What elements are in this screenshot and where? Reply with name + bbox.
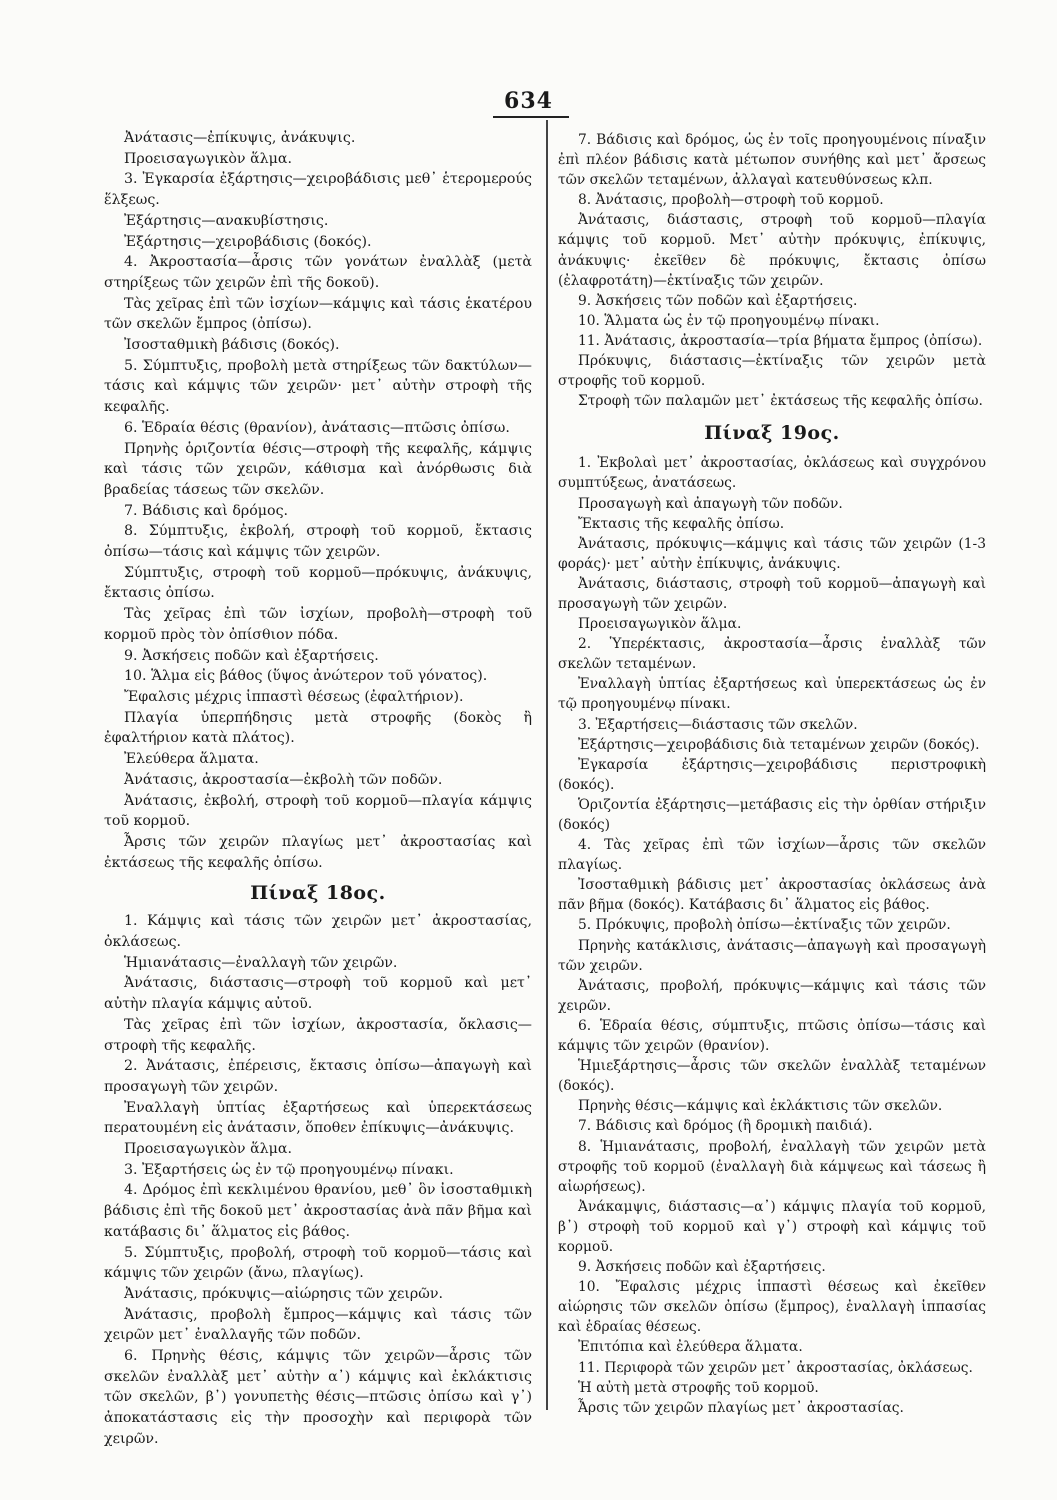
paragraph: Ἐλεύθερα ἅλματα. [124, 751, 259, 768]
paragraph: Ἀνάτασις—ἐπίκυψις, ἀνάκυψις. [124, 130, 356, 146]
paragraph: Ἐναλλαγὴ ὑπτίας ἐξαρτήσεως καὶ ὑπερεκτάσεως περατουμένη εἰς ἀνάτασιν, ὅποθεν ἐπίκυψις—ἀνάκυψις. [104, 1099, 532, 1137]
paragraph: Πρηνὴς θέσις—κάμψις καὶ ἐκλάκτισις τῶν σκελῶν. [578, 1098, 943, 1115]
paragraph: Ἀνάκαμψις, διάστασις—α᾿) κάμψις πλαγία τοῦ κορμοῦ, β᾿) στροφὴ τοῦ κορμοῦ καὶ γ᾿) στροφὴ καὶ κάμψις τοῦ κορμοῦ. [558, 1198, 986, 1255]
paragraph: Ἔκτασις τῆς κεφαλῆς ὀπίσω. [578, 515, 785, 532]
paragraph: Τὰς χεῖρας ἐπὶ τῶν ἰσχίων, ἀκροστασία, ὄκλασις—στροφὴ τῆς κεφαλῆς. [104, 1016, 532, 1054]
paragraph: Προεισαγωγικὸν ἅλμα. [578, 616, 742, 633]
paragraph: 8. Ἀνάτασις, προβολὴ—στροφὴ τοῦ κορμοῦ. [578, 192, 884, 209]
paragraph: 8. Σύμπτυξις, ἐκβολή, στροφὴ τοῦ κορμοῦ, ἔκτασις ὀπίσω—τάσις καὶ κάμψις τῶν χειρῶν. [104, 523, 532, 561]
table-19-paragraphs [558, 453, 986, 1418]
paragraph: Ἀνάτασις, προβολὴ ἔμπρος—κάμψις καὶ τάσις τῶν χειρῶν μετ᾿ ἐναλλαγῆς τῶν ποδῶν. [104, 1306, 532, 1344]
paragraph: 9. Ἀσκήσεις ποδῶν καὶ ἐξαρτήσεις. [124, 647, 379, 664]
paragraph: 11. Περιφορὰ τῶν χειρῶν μετ᾿ ἀκροστασίας, ὀκλάσεως. [578, 1359, 973, 1376]
paragraph: Ἀνάτασις, ἀκροστασία—ἐκβολὴ τῶν ποδῶν. [124, 771, 443, 788]
paragraph: Πρηνὴς κατάκλισις, ἀνάτασις—ἀπαγωγὴ καὶ προσαγωγὴ τῶν χειρῶν. [558, 937, 986, 974]
paragraph: Προεισαγωγικὸν ἅλμα. [124, 1141, 292, 1158]
paragraph: 6. Ἑδραία θέσις (θρανίον), ἀνάτασις—πτῶσις ὀπίσω. [124, 419, 510, 436]
paragraph: Ἰσοσταθμικὴ βάδισις (δοκός). [124, 337, 340, 354]
paragraph: Ἀνάτασις, διάστασις—στροφὴ τοῦ κορμοῦ καὶ μετ᾿ αὐτὴν πλαγία κάμψις αὐτοῦ. [104, 975, 532, 1013]
table-18-title: Πίναξ 18ος. [250, 882, 386, 905]
paragraph: Πρηνὴς ὁριζοντία θέσις—στροφὴ τῆς κεφαλῆς, κάμψις καὶ τάσις τῶν χειρῶν, κάθισμα καὶ ἀνόρθωσις διὰ βραδείας τάσεως τῶν σκελῶν. [104, 440, 532, 498]
paragraph: Ἰσοσταθμικὴ βάδισις μετ᾿ ἀκροστασίας ὀκλάσεως ἀνὰ πᾶν βῆμα (δοκός). Κατάβασις δι᾿ ἅλματος εἰς βάθος. [558, 877, 986, 914]
paragraph: Ἐξάρτησις—χειροβάδισις διὰ τεταμένων χειρῶν (δοκός). [578, 736, 980, 753]
paragraph: 3. Ἐξαρτήσεις—διάστασις τῶν σκελῶν. [578, 716, 858, 733]
left-paragraphs [104, 128, 532, 873]
paragraph: Προσαγωγὴ καὶ ἀπαγωγὴ τῶν ποδῶν. [578, 495, 843, 512]
paragraph: Ἡμιανάτασις—ἐναλλαγὴ τῶν χειρῶν. [124, 954, 398, 971]
paragraph: 4. Ἀκροστασία—ἆρσις τῶν γονάτων ἐναλλὰξ (μετὰ στηρίξεως τῶν χειρῶν ἐπὶ τῆς δοκοῦ). [104, 254, 532, 291]
table-18-paragraphs [104, 911, 532, 1449]
right-column [558, 130, 986, 1418]
paragraph: Ἐξάρτησις—χειροβάδισις (δοκός). [124, 233, 372, 250]
paragraph: 3. Ἐγκαρσία ἐξάρτησις—χειροβάδισις μεθ᾿ ἑτερομερούς ἕλξεως. [104, 171, 532, 209]
paragraph: 1. Ἐκβολαὶ μετ᾿ ἀκροστασίας, ὀκλάσεως καὶ συγχρόνου συμπτύξεως, ἀνατάσεως. [558, 455, 986, 492]
paragraph: 2. Ἀνάτασις, ἐπέρεισις, ἔκτασις ὀπίσω—ἀπαγωγὴ καὶ προσαγωγὴ τῶν χειρῶν. [104, 1058, 532, 1095]
paragraph: Ἀνάτασις, διάστασις, στροφὴ τοῦ κορμοῦ—ἀπαγωγὴ καὶ προσαγωγὴ τῶν χειρῶν. [558, 575, 986, 612]
paragraph: 1. Κάμψις καὶ τάσις τῶν χειρῶν μετ᾿ ἀκροστασίας, ὀκλάσεως. [104, 913, 532, 951]
paragraph: Ἔφαλσις μέχρις ἱππαστὶ θέσεως (ἐφαλτήριον). [124, 688, 464, 705]
paragraph: 9. Ἀσκήσεις τῶν ποδῶν καὶ ἐξαρτήσεις. [578, 292, 858, 309]
paragraph: Ἀνάτασις, πρόκυψις—αἰώρησις τῶν χειρῶν. [124, 1285, 443, 1302]
paragraph: 7. Βάδισις καὶ δρόμος. [124, 502, 289, 519]
column-divider [546, 120, 548, 1410]
paragraph: Πρόκυψις, διάστασις—ἐκτίναξις τῶν χειρῶν μετὰ στροφῆς τοῦ κορμοῦ. [558, 353, 986, 390]
page-number-rule [493, 116, 569, 118]
paragraph: 7. Βάδισις καὶ δρόμος (ἢ δρομικὴ παιδιά). [578, 1118, 873, 1135]
left-column [104, 128, 532, 1450]
paragraph: Ἀνάτασις, πρόκυψις—κάμψις καὶ τάσις τῶν χειρῶν (1-3 φοράς)· μετ᾿ αὐτὴν ἐπίκυψις, ἀνάκυψις. [558, 535, 986, 572]
paragraph: 6. Ἑδραία θέσις, σύμπτυξις, πτῶσις ὀπίσω—τάσις καὶ κάμψις τῶν χειρῶν (θρανίον). [558, 1017, 986, 1055]
paragraph: Τὰς χεῖρας ἐπὶ τῶν ἰσχίων, προβολὴ—στροφὴ τοῦ κορμοῦ πρὸς τὸν ὀπίσθιον πόδα. [104, 606, 532, 643]
paragraph: Ἐπιτόπια καὶ ἐλεύθερα ἅλματα. [578, 1339, 803, 1356]
paragraph: 10. Ἅλμα εἰς βάθος (ὕψος ἀνώτερον τοῦ γόνατος). [124, 668, 488, 685]
paragraph: Ἀνάτασις, ἐκβολή, στροφὴ τοῦ κορμοῦ—πλαγία κάμψις τοῦ κορμοῦ. [104, 792, 532, 830]
paragraph: 5. Σύμπτυξις, προβολὴ μετὰ στηρίξεως τῶν δακτύλων—τάσις καὶ κάμψις τῶν χειρῶν· μετ᾿ αὐτὴν στροφὴ τῆς κεφαλῆς. [104, 357, 532, 416]
paragraph: Ἆρσις τῶν χειρῶν πλαγίως μετ᾿ ἀκροστασίας. [578, 1399, 904, 1416]
page-number: 634 [504, 88, 553, 114]
paragraph: Πλαγία ὑπερπήδησις μετὰ στροφῆς (δοκὸς ἢ ἐφαλτήριον κατὰ πλάτος). [104, 709, 532, 747]
paragraph: 11. Ἀνάτασις, ἀκροστασία—τρία βήματα ἔμπρος (ὀπίσω). [578, 332, 983, 349]
paragraph: 9. Ἀσκήσεις ποδῶν καὶ ἐξαρτήσεις. [578, 1259, 826, 1276]
paragraph: Στροφὴ τῶν παλαμῶν μετ᾿ ἐκτάσεως τῆς κεφαλῆς ὀπίσω. [578, 393, 983, 410]
right-paragraphs [558, 130, 986, 411]
paragraph: Ἆρσις τῶν χειρῶν πλαγίως μετ᾿ ἀκροστασίας καὶ ἐκτάσεως τῆς κεφαλῆς ὀπίσω. [104, 833, 532, 871]
paragraph: 8. Ἡμιανάτασις, προβολή, ἐναλλαγὴ τῶν χειρῶν μετὰ στροφῆς τοῦ κορμοῦ (ἐναλλαγὴ διὰ κάμψεως καὶ τάσεως ἢ αἰωρήσεως). [558, 1138, 986, 1195]
paragraph: 3. Ἐξαρτήσεις ὡς ἐν τῷ προηγουμένῳ πίνακι. [124, 1161, 454, 1178]
paragraph: 10. Ἅλματα ὡς ἐν τῷ προηγουμένῳ πίνακι. [578, 312, 880, 329]
table-19-title: Πίναξ 19ος. [704, 422, 840, 445]
paragraph: 7. Βάδισις καὶ δρόμος, ὡς ἐν τοῖς προηγουμένοις πίναξιν ἐπὶ πλέον βάδισις κατὰ μέτωπον συνήθης καὶ μετ᾿ ἄρσεως τῶν σκελῶν τεταμένων, ἀλλαγαὶ κατευθύνσεως κλπ. [558, 132, 986, 189]
paragraph: Ἐξάρτησις—ανακυβίστησις. [124, 212, 329, 229]
paragraph: Ἐναλλαγὴ ὑπτίας ἐξαρτήσεως καὶ ὑπερεκτάσεως ὡς ἐν τῷ προηγουμένῳ πίνακι. [558, 676, 986, 713]
paragraph: Σύμπτυξις, στροφὴ τοῦ κορμοῦ—πρόκυψις, ἀνάκυψις, ἔκτασις ὀπίσω. [104, 564, 532, 602]
paragraph: 2. Ὑπερέκτασις, ἀκροστασία—ἆρσις ἐναλλὰξ τῶν σκελῶν τεταμένων. [558, 636, 986, 673]
paragraph: Ὁριζοντία ἐξάρτησις—μετάβασις εἰς τὴν ὀρθίαν στήριξιν (δοκός) [558, 796, 986, 833]
paragraph: 4. Δρόμος ἐπὶ κεκλιμένου θρανίου, μεθ᾿ ὃν ἰσοσταθμικὴ βάδισις ἐπὶ τῆς δοκοῦ μετ᾿ ἀκροστασίας ἀνὰ πᾶν βῆμα καὶ κατάβασις δι᾿ ἅλματος εἰς βάθος. [104, 1182, 532, 1240]
paragraph: 4. Τὰς χεῖρας ἐπὶ τῶν ἰσχίων—ἆρσις τῶν σκελῶν πλαγίως. [558, 837, 986, 874]
paragraph: Προεισαγωγικὸν ἅλμα. [124, 150, 292, 167]
paragraph: 5. Πρόκυψις, προβολὴ ὀπίσω—ἐκτίναξις τῶν χειρῶν. [578, 917, 951, 934]
paragraph: Τὰς χεῖρας ἐπὶ τῶν ἰσχίων—κάμψις καὶ τάσις ἑκατέρου τῶν σκελῶν ἔμπρος (ὀπίσω). [104, 295, 532, 333]
paragraph: Ἐγκαρσία ἐξάρτησις—χειροβάδισις περιστροφικὴ (δοκός). [558, 756, 986, 793]
paragraph: Ἀνάτασις, διάστασις, στροφὴ τοῦ κορμοῦ—πλαγία κάμψις τοῦ κορμοῦ. Μετ᾿ αὐτὴν πρόκυψις, ἐπίκυψις, ἀνάκυψις· ἐκεῖθεν δὲ πρόκυψις, ἔκτασις ὀπίσω (ἐλαφροτάτη)—ἐκτίναξις τῶν χειρῶν. [558, 212, 986, 289]
paragraph: Ἀνάτασις, προβολή, πρόκυψις—κάμψις καὶ τάσις τῶν χειρῶν. [558, 977, 986, 1014]
paragraph: 10. Ἔφαλσις μέχρις ἱππαστὶ θέσεως καὶ ἐκεῖθεν αἰώρησις τῶν σκελῶν ὀπίσω (ἔμπρος), ἐναλλαγὴ ἱππασίας καὶ ἑδραίας θέσεως. [558, 1279, 986, 1336]
paragraph: 6. Πρηνὴς θέσις, κάμψις τῶν χειρῶν—ἆρσις τῶν σκελῶν ἐναλλὰξ μετ᾿ αὐτὴν α᾿) κάμψις καὶ ἐκλάκτισις τῶν σκελῶν, β᾿) γονυπετὴς θέσις—πτῶσις ὀπίσω καὶ γ᾿) ἀποκατάστασις εἰς τὴν προσοχὴν καὶ περιφορὰ τῶν χειρῶν. [104, 1348, 532, 1447]
paragraph: Ἡ αὐτὴ μετὰ στροφῆς τοῦ κορμοῦ. [578, 1379, 819, 1396]
paragraph: 5. Σύμπτυξις, προβολή, στροφὴ τοῦ κορμοῦ—τάσις καὶ κάμψις τῶν χειρῶν (ἄνω, πλαγίως). [104, 1244, 532, 1282]
paragraph: Ἡμιεξάρτησις—ἆρσις τῶν σκελῶν ἐναλλὰξ τεταμένων (δοκός). [558, 1058, 986, 1095]
